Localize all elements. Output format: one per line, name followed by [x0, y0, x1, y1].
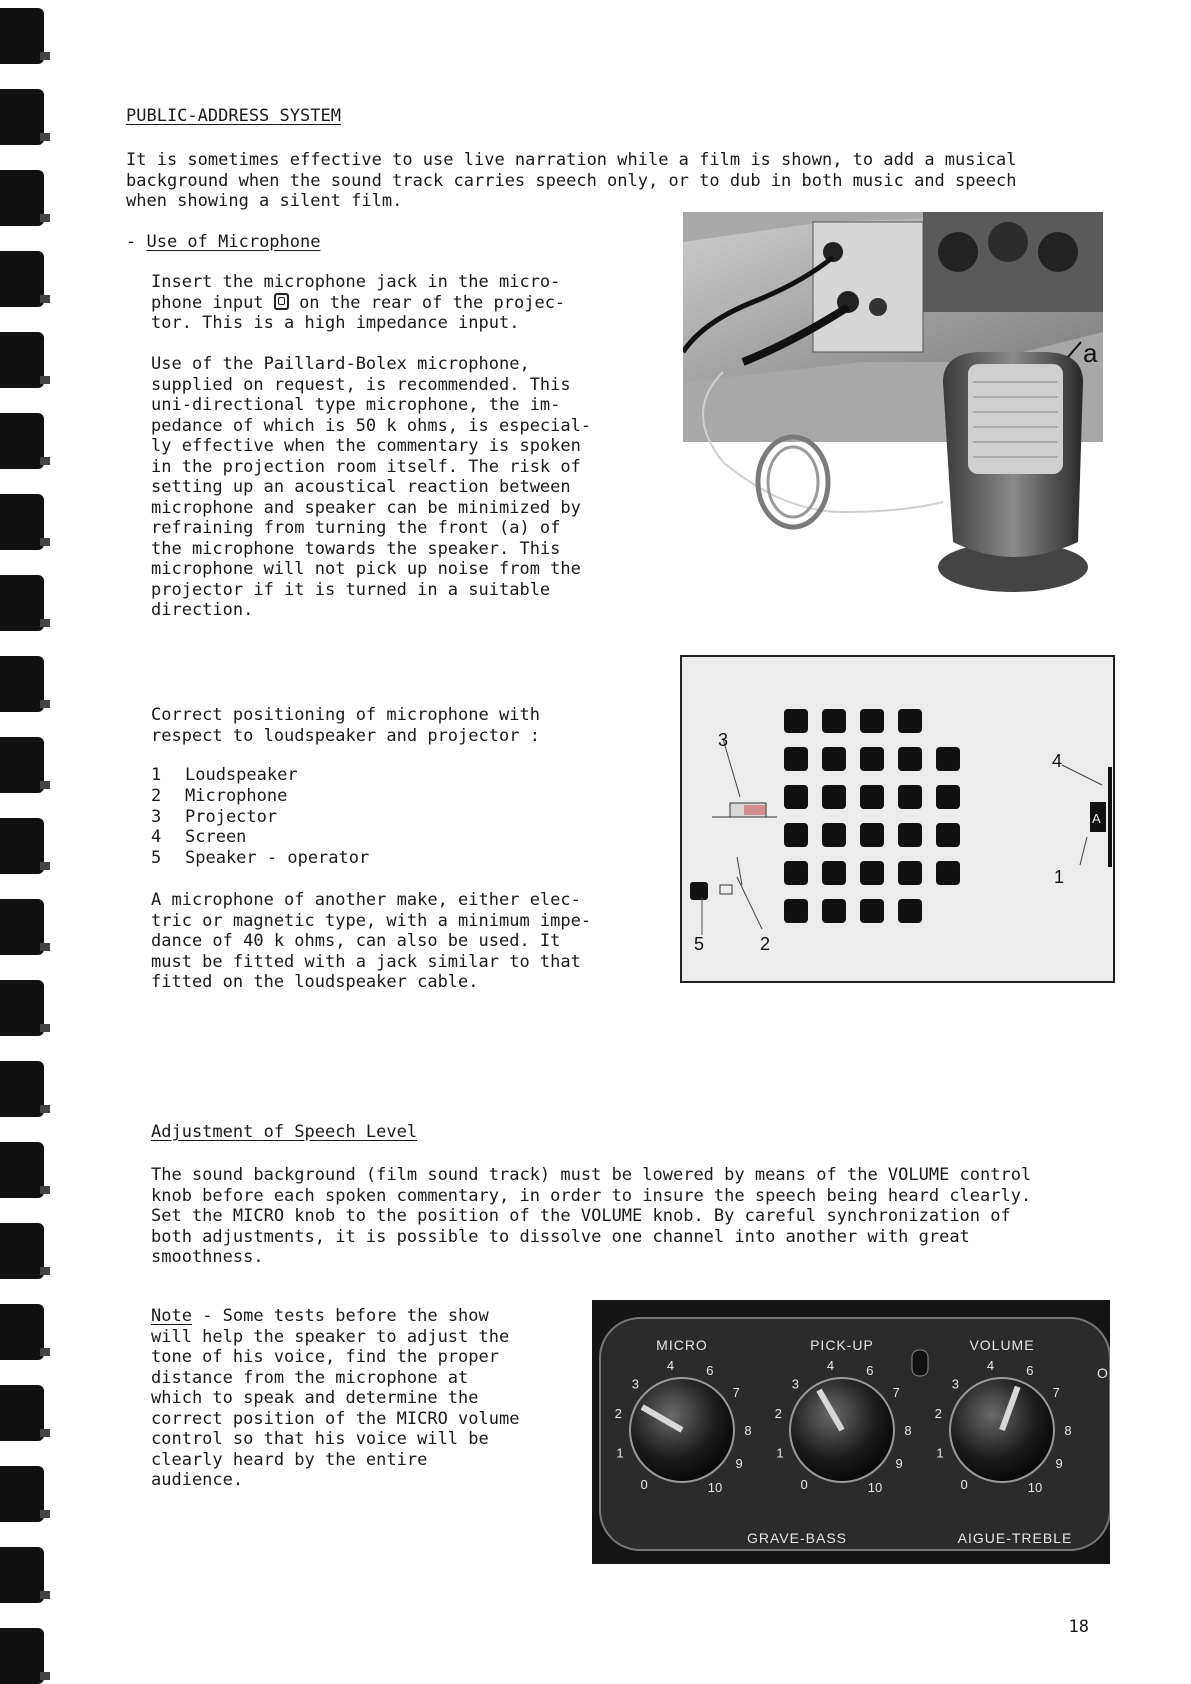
audience-seat — [898, 747, 922, 771]
intro-paragraph: It is sometimes effective to use live narration while a film is shown, to add a musical background when the sound track carries speech only, or to dub in both music and speech when showing a silent film. — [126, 150, 1017, 211]
audience-seat — [784, 823, 808, 847]
audience-seat — [898, 709, 922, 733]
microphone-para-2: Use of the Paillard-Bolex microphone, supplied on request, is recommended. This uni-directional type microphone, the im- pedance of which is 50 k ohms, is especial- ly effective when the commentary is spoken in the projection room itself. The risk of setting up an acoustical reaction between microphone and speaker can be minimized by refraining from turning the front (a) of the microphone towards the speaker. This microphone will not pick up noise from the projector if it is turned in a suitable direction. — [151, 354, 592, 620]
audience-seat — [860, 709, 884, 733]
audience-seats — [784, 709, 960, 923]
positioning-caption: Correct positioning of microphone with respect to loudspeaker and projector : — [151, 705, 540, 746]
binding-tab — [0, 8, 44, 64]
audience-seat — [784, 899, 808, 923]
audience-seat — [936, 747, 960, 771]
knob-label: VOLUME — [969, 1337, 1035, 1353]
audience-seat — [860, 785, 884, 809]
diagram-label-2: 2 — [760, 934, 771, 954]
para1-text-a: Insert the microphone jack in the micro- phone input — [151, 272, 561, 313]
audience-seat — [936, 823, 960, 847]
dial-number: 0 — [960, 1477, 968, 1493]
microphone-heading — [126, 232, 320, 253]
dial-number: 8 — [904, 1423, 912, 1438]
audience-seat — [860, 899, 884, 923]
binding-tab — [0, 1061, 44, 1117]
dial-number: 3 — [631, 1376, 639, 1392]
note-body: - Some tests before the show will help the speaker to adjust the tone of his voice, find the proper distance from the microphone at which to speak and determine the correct position of the MICRO volume control so that his voice will be clearly heard by the entire audience. — [151, 1306, 520, 1490]
legend-number: 5 — [151, 848, 162, 869]
para1-text-b: on the rear of the projec- tor. This is a high impedance input. — [151, 292, 566, 333]
dial-number: 2 — [934, 1405, 942, 1421]
audience-seat — [784, 747, 808, 771]
diagram-label-1: 1 — [1054, 867, 1065, 887]
audience-seat — [898, 899, 922, 923]
binding-tab — [0, 89, 44, 145]
dial-number: 8 — [1064, 1423, 1072, 1438]
binding-tab — [0, 494, 44, 550]
audience-seat — [936, 785, 960, 809]
dial-number: 1 — [936, 1445, 944, 1461]
legend-number: 3 — [151, 806, 162, 827]
binding-tab — [0, 1385, 44, 1441]
speech-level-heading: Adjustment of Speech Level — [151, 1122, 418, 1142]
audience-seat — [822, 709, 846, 733]
heading-dash: - — [126, 232, 147, 252]
microphone-para-1 — [151, 272, 565, 334]
audience-seat — [860, 861, 884, 885]
binding-tab — [0, 899, 44, 955]
positioning-diagram — [680, 655, 1115, 983]
binding-tab — [0, 1466, 44, 1522]
dial-number: 7 — [732, 1385, 740, 1401]
audience-seat — [898, 823, 922, 847]
dial-number: 8 — [744, 1423, 752, 1438]
dial-number: 3 — [951, 1376, 959, 1392]
audience-seat — [936, 861, 960, 885]
legend-item — [151, 827, 369, 848]
dial-number: 0 — [640, 1477, 648, 1493]
binding-tab — [0, 737, 44, 793]
control-panel-photo — [592, 1300, 1110, 1564]
diagram-label-5: 5 — [694, 934, 705, 954]
legend-number: 1 — [151, 765, 162, 785]
binding-tab — [0, 332, 44, 388]
dial-number: 4 — [986, 1358, 995, 1374]
legend-number: 2 — [151, 785, 162, 806]
binding-tab — [0, 1547, 44, 1603]
positioning-diagram-drawing — [682, 657, 1113, 981]
binding-tab — [0, 575, 44, 631]
screen-mark: A — [1092, 811, 1101, 826]
control-panel-drawing — [592, 1300, 1110, 1564]
dial-number: 10 — [867, 1480, 883, 1496]
dial-number: 2 — [774, 1405, 782, 1421]
spiral-binding — [0, 0, 52, 1683]
binding-tab — [0, 1628, 44, 1684]
legend-item — [151, 848, 369, 869]
binding-tab — [0, 413, 44, 469]
microphone-input-icon — [274, 293, 289, 310]
dial-number: 9 — [1055, 1456, 1063, 1471]
audience-seat — [822, 899, 846, 923]
positioning-legend — [151, 765, 369, 869]
legend-item — [151, 786, 369, 807]
legend-label: Screen — [185, 827, 247, 848]
knob-label: MICRO — [656, 1337, 708, 1353]
legend-item — [151, 765, 369, 786]
knob-label: PICK-UP — [810, 1337, 874, 1353]
dial-number: 1 — [616, 1445, 624, 1461]
legend-label: Speaker - operator — [185, 848, 370, 869]
audience-seat — [822, 861, 846, 885]
audience-seat — [898, 785, 922, 809]
audience-seat — [784, 785, 808, 809]
dial-number: 4 — [826, 1358, 835, 1374]
dial-number: 4 — [666, 1358, 675, 1374]
panel-edge-label: O — [1097, 1365, 1109, 1381]
dial-number: 0 — [800, 1477, 808, 1493]
dial-number: 7 — [1052, 1385, 1060, 1401]
note-label: Note — [151, 1306, 192, 1326]
dial-number: 10 — [1027, 1480, 1043, 1496]
binding-tab — [0, 1142, 44, 1198]
dial-number: 6 — [706, 1363, 714, 1379]
page-heading: PUBLIC-ADDRESS SYSTEM — [126, 106, 341, 126]
audience-seat — [784, 709, 808, 733]
legend-label: Projector — [185, 806, 278, 827]
dial-number: 7 — [892, 1385, 900, 1401]
microphone-heading-text: Use of Microphone — [146, 232, 321, 252]
audience-seat — [822, 785, 846, 809]
diagram-label-3: 3 — [718, 730, 729, 750]
page-number: 18 — [1068, 1617, 1089, 1637]
microphone-photo-drawing — [683, 212, 1103, 602]
note-paragraph — [151, 1306, 519, 1491]
legend-label: Loudspeaker — [185, 765, 298, 785]
dial-number: 6 — [866, 1363, 874, 1379]
binding-tab — [0, 980, 44, 1036]
dial-number: 9 — [735, 1456, 743, 1471]
dial-number: 6 — [1026, 1363, 1034, 1379]
binding-tab — [0, 251, 44, 307]
diagram-label-4: 4 — [1052, 751, 1063, 771]
audience-seat — [822, 823, 846, 847]
binding-tab — [0, 1304, 44, 1360]
dial-number: 3 — [791, 1376, 799, 1392]
dial-number: 9 — [895, 1456, 903, 1471]
dial-number: 1 — [776, 1445, 784, 1461]
audience-seat — [822, 747, 846, 771]
treble-label: AIGUE-TREBLE — [957, 1530, 1073, 1546]
bass-label: GRAVE-BASS — [747, 1530, 847, 1546]
photo-label-a: a — [1083, 338, 1098, 368]
dial-number: 2 — [614, 1405, 622, 1421]
legend-item — [151, 807, 369, 828]
microphone-photo — [683, 212, 1103, 602]
audience-seat — [784, 861, 808, 885]
legend-label: Microphone — [185, 785, 288, 806]
dial-number: 10 — [707, 1480, 723, 1496]
legend-number: 4 — [151, 827, 162, 848]
other-microphone-paragraph: A microphone of another make, either elec- tric or magnetic type, with a minimum impe- dance of 40 k ohms, can also be used. It must be fitted with a jack similar to that fitted on the loudspeaker cable. — [151, 890, 592, 992]
audience-seat — [898, 861, 922, 885]
binding-tab — [0, 656, 44, 712]
binding-tab — [0, 818, 44, 874]
binding-tab — [0, 170, 44, 226]
audience-seat — [860, 747, 884, 771]
audience-seat — [860, 823, 884, 847]
binding-tab — [0, 1223, 44, 1279]
speech-level-body: The sound background (film sound track) must be lowered by means of the VOLUME control knob before each spoken commentary, in order to insure the speech being heard clearly. Set the MICRO knob to the position of the VOLUME knob. By careful synchronization of both adjustments, it is possible to dissolve one channel into another with great smoothness. — [151, 1165, 1032, 1267]
